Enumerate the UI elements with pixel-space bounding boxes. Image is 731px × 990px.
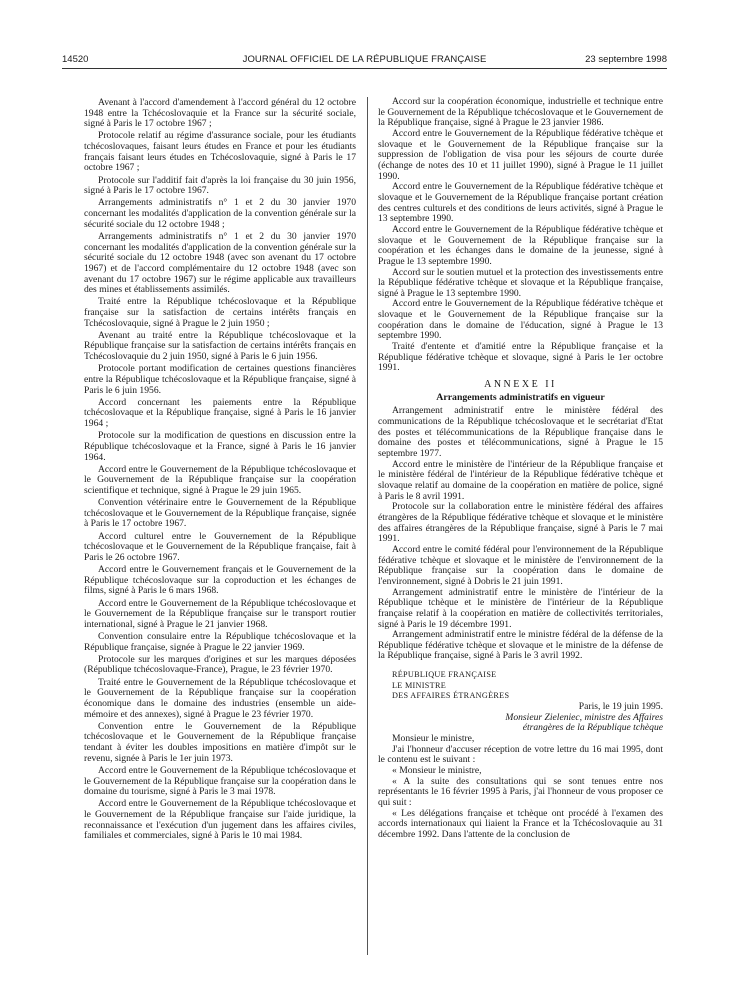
left-column	[84, 98, 356, 843]
paragraph: Accord entre le Gouvernement de la République tchécoslovaque et le Gouvernement de la République française sur la coopération dans le domaine du tourisme, signé à Paris le 3 mai 1978.	[84, 764, 356, 798]
paragraph: Accord entre le comité fédéral pour l'environnement de la République fédérative tchèque et slovaque et le ministère de l'environnement de la République française sur la coopération dans le domaine de l'environnement, signé à Dobris le 21 juin 1991.	[378, 543, 663, 587]
paragraph: Protocole sur les marques d'origines et sur les marques déposées (République tchécoslovaque-France), Prague, le 23 février 1970.	[84, 653, 356, 676]
letter-paragraph: « Les délégations française et tchèque ont procédé à l'examen des accords internationaux qui liaient la France et la Tchécoslovaquie au 31 décembre 1992. Dans l'attente de la conclusion de	[378, 807, 663, 840]
paragraph: Protocole sur la collaboration entre le ministère fédéral des affaires étrangères de la République fédérative tchèque et slovaque et le ministère des affaires étrangères de la République française, signé à Paris le 7 mai 1991.	[378, 501, 663, 545]
letter-minister: LE MINISTRE	[392, 680, 447, 690]
paragraph: Arrangement administratif entre le ministère fédéral des communications de la République tchécoslovaque et le secrétariat d'Etat des postes et télécommunications de la République française dans le domaine des postes et télécommunications, signé à Prague le 15 septembre 1977.	[378, 405, 663, 459]
paragraph: Accord entre le Gouvernement de la République fédérative tchèque et slovaque et le Gouvernement de la République française sur la coopération dans le domaine de l'éducation, signé à Prague le 13 septembre 1990.	[378, 298, 663, 342]
paragraph: Arrangements administratifs n° 1 et 2 du 30 janvier 1970 concernant les modalités d'application de la convention générale sur la sécurité sociale du 12 octobre 1948 (avec son avenant du 17 octobre 1967) et de l'accord complémentaire du 12 octobre 1948 (avec son avenant du 17 octobre 1967) sur le régime applicable aux travailleurs des mines et établissements assimilés.	[84, 230, 356, 296]
paragraph: Convention vétérinaire entre le Gouvernement de la République tchécoslovaque et le Gouvernement de la République française, signée à Paris le 17 octobre 1967.	[84, 497, 356, 530]
paragraph: Arrangement administratif entre le ministère de l'intérieur de la République tchèque et le ministère de l'intérieur de la République française relatif à la coopération en matière de collectivités territoriales, signé à Paris le 19 décembre 1991.	[378, 586, 663, 630]
paragraph: Arrangements administratifs n° 1 et 2 du 30 janvier 1970 concernant les modalités d'application de la convention générale sur la sécurité sociale du 12 octobre 1948 ;	[84, 197, 356, 230]
addressee-line: Monsieur Zieleniec, ministre des Affaires	[505, 711, 663, 723]
annexe-subtitle: Arrangements administratifs en vigueur	[436, 391, 605, 403]
letter-paragraph: J'ai l'honneur d'accuser réception de votre lettre du 16 mai 1995, dont le contenu est le suivant :	[378, 743, 663, 766]
paragraph: Convention consulaire entre la République tchécoslovaque et la République française, signée à Prague le 22 janvier 1969.	[84, 631, 356, 653]
paragraph: Accord entre le Gouvernement de la République fédérative tchèque et slovaque et le Gouvernement de la République française sur la coopération et les échanges dans le domaine de la jeunesse, signé à Prague le 13 septembre 1990.	[378, 223, 663, 267]
letter-salutation: Monsieur le ministre,	[392, 733, 475, 745]
paragraph: Traité entre le Gouvernement de la République tchécoslovaque et le Gouvernement de la République française sur la coopération économique dans le domaine des industries (ensemble un aide-mémoire et des annexes), signé à Prague le 23 février 1970.	[84, 676, 356, 720]
paragraph: Arrangement administratif entre le ministre fédéral de la défense de la République fédérative tchèque et slovaque et le ministre de la défense de la République française, signé à Paris le 3 avril 1992.	[378, 629, 663, 662]
paragraph: Accord entre le ministère de l'intérieur de la République française et le ministère fédéral de l'intérieur de la République fédérative tchèque et slovaque relatif au domaine de la coopération en matière de police, signé à Paris le 8 avril 1991.	[378, 458, 663, 502]
paragraph: Avenant au traité entre la République tchécoslovaque et la République française sur la satisfaction de certains intérêts français en Tchécoslovaquie du 2 juin 1950, signé à Paris le 6 juin 1956.	[84, 329, 356, 363]
page-header	[62, 52, 667, 69]
paragraph: Accord entre le Gouvernement de la République fédérative tchèque et slovaque et le Gouvernement de la République française sur la suppression de l'obligation de visa pour les séjours de courte durée (échange de notes des 10 et 11 juillet 1990), signé à Prague le 11 juillet 1990.	[378, 127, 663, 182]
paragraph: Accord entre le Gouvernement de la République fédérative tchèque et slovaque et le Gouvernement de la République française portant création des centres culturels et des conditions de leurs activités, signé à Prague le 13 septembre 1990.	[378, 181, 663, 225]
letter-paragraph: « A la suite des consultations qui se sont tenues entre nos représentants le 16 février 1995 à Paris, j'ai l'honneur de vous proposer ce qui suit :	[378, 775, 663, 808]
page-number: 14520	[62, 54, 89, 65]
annexe-title: ANNEXE II	[484, 379, 557, 391]
addressee-line: étrangères de la République tchèque	[522, 722, 663, 734]
paragraph: Accord concernant les paiements entre la République tchécoslovaque et la République française, signé à Paris le 16 janvier 1964 ;	[84, 396, 356, 430]
letter-heading	[378, 670, 663, 702]
paragraph: Accord sur le soutien mutuel et la protection des investissements entre la République fédérative tchèque et slovaque et la République française, signé à Prague le 13 septembre 1990.	[378, 266, 663, 299]
right-column	[378, 97, 663, 841]
paragraph: Avenant à l'accord d'amendement à l'accord général du 12 octobre 1948 entre la Tchécoslovaquie et la France sur la sécurité sociale, signé à Paris le 17 octobre 1967 ;	[84, 97, 356, 130]
paragraph: Accord entre le Gouvernement français et le Gouvernement de la République tchécoslovaque sur la coproduction et les échanges de films, signé à Paris le 6 mars 1968.	[84, 564, 356, 597]
paragraph: Traité entre la République tchécoslovaque et la République française sur la satisfaction de certains intérêts français en Tchécoslovaquie, signé à Prague le 2 juin 1950 ;	[84, 296, 356, 329]
paragraph: Protocole sur la modification de questions en discussion entre la République tchécoslovaque et la France, signé à Paris le 16 janvier 1964.	[84, 430, 356, 463]
letter-addressee	[378, 713, 663, 734]
paragraph: Accord entre le Gouvernement de la République tchécoslovaque et le Gouvernement de la République française sur le transport routier international, signé à Prague le 21 janvier 1968.	[84, 597, 356, 630]
paragraph: Protocole portant modification de certaines questions financières entre la République tchécoslovaque et la République française, signé à Paris le 6 juin 1956.	[84, 363, 356, 396]
column-divider	[367, 97, 368, 955]
paragraph: Traité d'entente et d'amitié entre la République française et la République fédérative tchèque et slovaque, signé à Paris le 1er octobre 1991.	[378, 341, 663, 374]
letter-place-date: Paris, le 19 juin 1995.	[578, 701, 663, 713]
journal-title: JOURNAL OFFICIEL DE LA RÉPUBLIQUE FRANÇAISE	[242, 54, 487, 65]
letter-republic: RÉPUBLIQUE FRANÇAISE	[392, 670, 497, 680]
paragraph: Convention entre le Gouvernement de la République tchécoslovaque et le Gouvernement de la République française tendant à éviter les doubles impositions en matière d'impôt sur le revenu, signée à Paris le 1er juin 1973.	[84, 720, 356, 764]
letter-paragraph: « Monsieur le ministre,	[392, 765, 482, 777]
paragraph: Accord culturel entre le Gouvernement de la République tchécoslovaque et le Gouvernement de la République française, fait à Paris le 26 octobre 1967.	[84, 530, 356, 563]
paragraph: Protocole relatif au régime d'assurance sociale, pour les étudiants tchécoslovaques, faisant leurs études en France et pour les étudiants français faisant leurs études en Tchécoslovaquie, signé à Paris le 17 octobre 1967 ;	[84, 130, 356, 174]
paragraph: Accord entre le Gouvernement de la République tchécoslovaque et le Gouvernement de la République française sur la coopération scientifique et technique, signé à Prague le 29 juin 1965.	[84, 463, 356, 496]
paragraph: Protocole sur l'additif fait d'après la loi française du 30 juin 1956, signé à Paris le 17 octobre 1967.	[84, 174, 356, 197]
paragraph: Accord entre le Gouvernement de la République tchécoslovaque et le Gouvernement de la République française sur l'aide juridique, la reconnaissance et l'exécution d'un jugement dans les affaires civiles, familiales et commerciales, signé à Paris le 10 mai 1984.	[84, 798, 356, 842]
paragraph: Accord sur la coopération économique, industrielle et technique entre le Gouvernement de la République tchécoslovaque et le Gouvernement de la République française, signé à Prague le 23 janvier 1986.	[378, 96, 663, 129]
letter-ministry: DES AFFAIRES ÉTRANGÈRES	[392, 691, 510, 701]
issue-date: 23 septembre 1998	[585, 54, 667, 65]
